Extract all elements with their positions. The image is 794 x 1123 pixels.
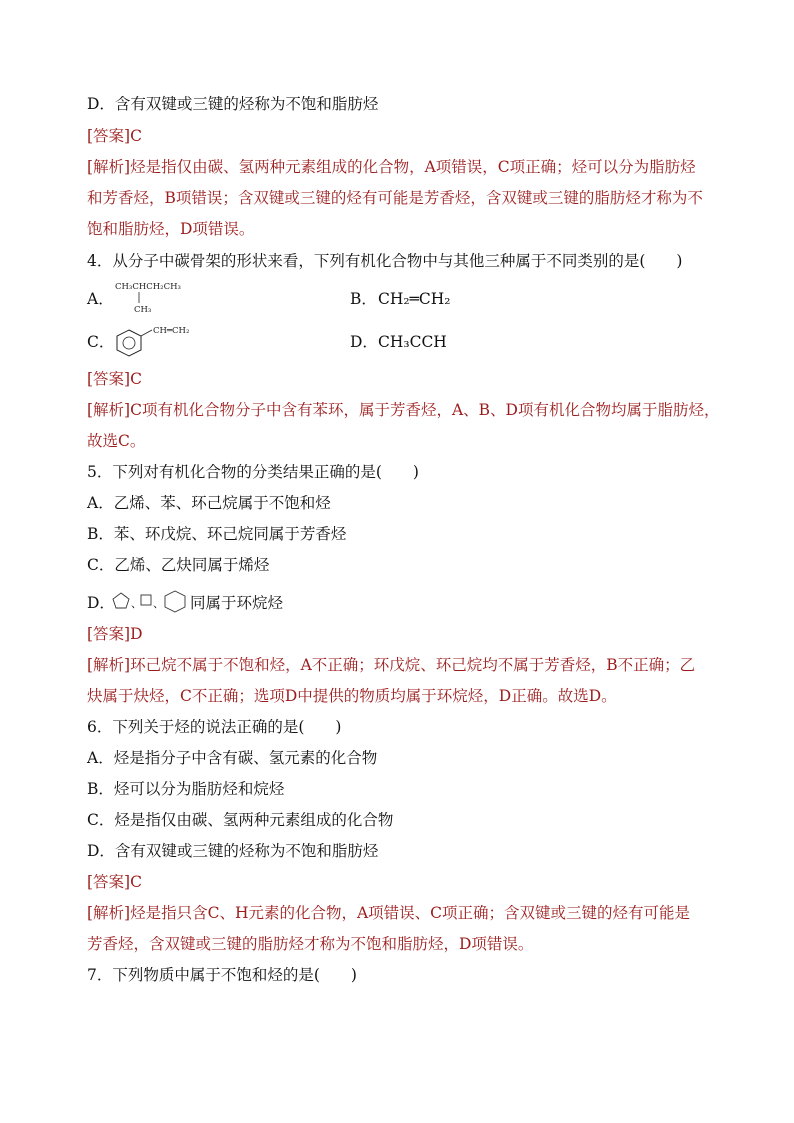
- q4-option-a-label: A．: [87, 290, 114, 308]
- q4-option-c-label: C．: [87, 333, 115, 351]
- question-6-stem: 6．下列关于烃的说法正确的是( ): [87, 718, 342, 736]
- q5-analysis-line-2: 炔属于炔烃，C不正确；选项D中提供的物质均属于环烷烃，D正确。故选D。: [87, 687, 617, 705]
- q5-option-d-text: 同属于环烷烃: [190, 594, 284, 612]
- q5-analysis-line-1: [解析]环己烷不属于不饱和烃，A不正确；环戊烷、环己烷均不属于芳香烃，B不正确；乙: [87, 656, 696, 674]
- q4-option-d-label: D．: [350, 333, 378, 351]
- cyclohexane-ring: [165, 591, 185, 612]
- question-7-stem: 7．下列物质中属于不饱和烃的是( ): [87, 966, 357, 984]
- svg-text:、: 、: [153, 597, 164, 610]
- q4-option-a-structure: [110, 279, 220, 319]
- question-4-stem: 4．从分子中碳骨架的形状来看，下列有机化合物中与其他三种属于不同类别的是( ): [87, 252, 683, 270]
- analysis-line-3: 饱和脂肪烃，D项错误。: [87, 220, 255, 238]
- q4-option-d-formula: CH₃CCH: [378, 333, 447, 351]
- q4-analysis-line-1: [解析]C项有机化合物分子中含有苯环，属于芳香烃，A、B、D项有机化合物均属于脂肪烃，: [87, 401, 720, 419]
- q6-option-c: C．烃是指仅由碳、氢两种元素组成的化合物: [87, 811, 394, 829]
- q4-answer: [答案]C: [87, 370, 142, 388]
- cyclopentane-ring: [113, 593, 129, 608]
- analysis-line-1: [解析]烃是指仅由碳、氢两种元素组成的化合物，A项错误，C项正确；烃可以分为脂肪烃: [87, 158, 696, 176]
- q5-option-c: C．乙烯、乙炔同属于烯烃: [87, 556, 270, 574]
- q5-answer: [答案]D: [87, 625, 143, 643]
- q6-answer: [答案]C: [87, 873, 142, 891]
- question-5-stem: 5．下列对有机化合物的分类结果正确的是( ): [87, 463, 419, 481]
- svg-text:、: 、: [131, 597, 142, 610]
- q6-option-a: A．烃是指分子中含有碳、氢元素的化合物: [87, 749, 378, 767]
- q6-analysis-line-1: [解析]烃是指只含C、H元素的化合物，A项错误、C项正确；含双键或三键的烃有可能是: [87, 904, 691, 922]
- q6-analysis-line-2: 芳香烃，含双键或三键的脂肪烃才称为不饱和脂肪烃，D项错误。: [87, 935, 534, 953]
- q4-option-b-label: B．: [350, 290, 377, 308]
- q4-option-c-structure: [112, 322, 222, 360]
- q4-analysis-line-2: 故选C。: [87, 432, 146, 450]
- cyclobutane-ring: [141, 595, 151, 605]
- analysis-line-2: 和芳香烃，B项错误；含双键或三键的烃有可能是芳香烃，含双键或三键的脂肪烃才称为不: [87, 189, 703, 207]
- question-option-d: D．含有双键或三键的烃称为不饱和脂肪烃: [87, 95, 379, 113]
- structure-main-chain: CH₃CHCH₂CH₃: [115, 282, 181, 292]
- answer-line: [答案]C: [87, 127, 142, 145]
- q5-option-a: A．乙烯、苯、环己烷属于不饱和烃: [87, 494, 331, 512]
- structure-branch: CH₃: [134, 305, 152, 315]
- q5-option-d-structures: [112, 585, 192, 615]
- structure-vinyl-group: CH═CH₂: [153, 326, 190, 336]
- q6-option-d: D．含有双键或三键的烃称为不饱和脂肪烃: [87, 842, 379, 860]
- q6-option-b: B．烃可以分为脂肪烃和烷烃: [87, 780, 285, 798]
- q4-option-b-formula: CH₂═CH₂: [378, 290, 451, 308]
- q5-option-d-label: D．: [87, 594, 115, 612]
- q5-option-b: B．苯、环戊烷、环己烷同属于芳香烃: [87, 525, 347, 543]
